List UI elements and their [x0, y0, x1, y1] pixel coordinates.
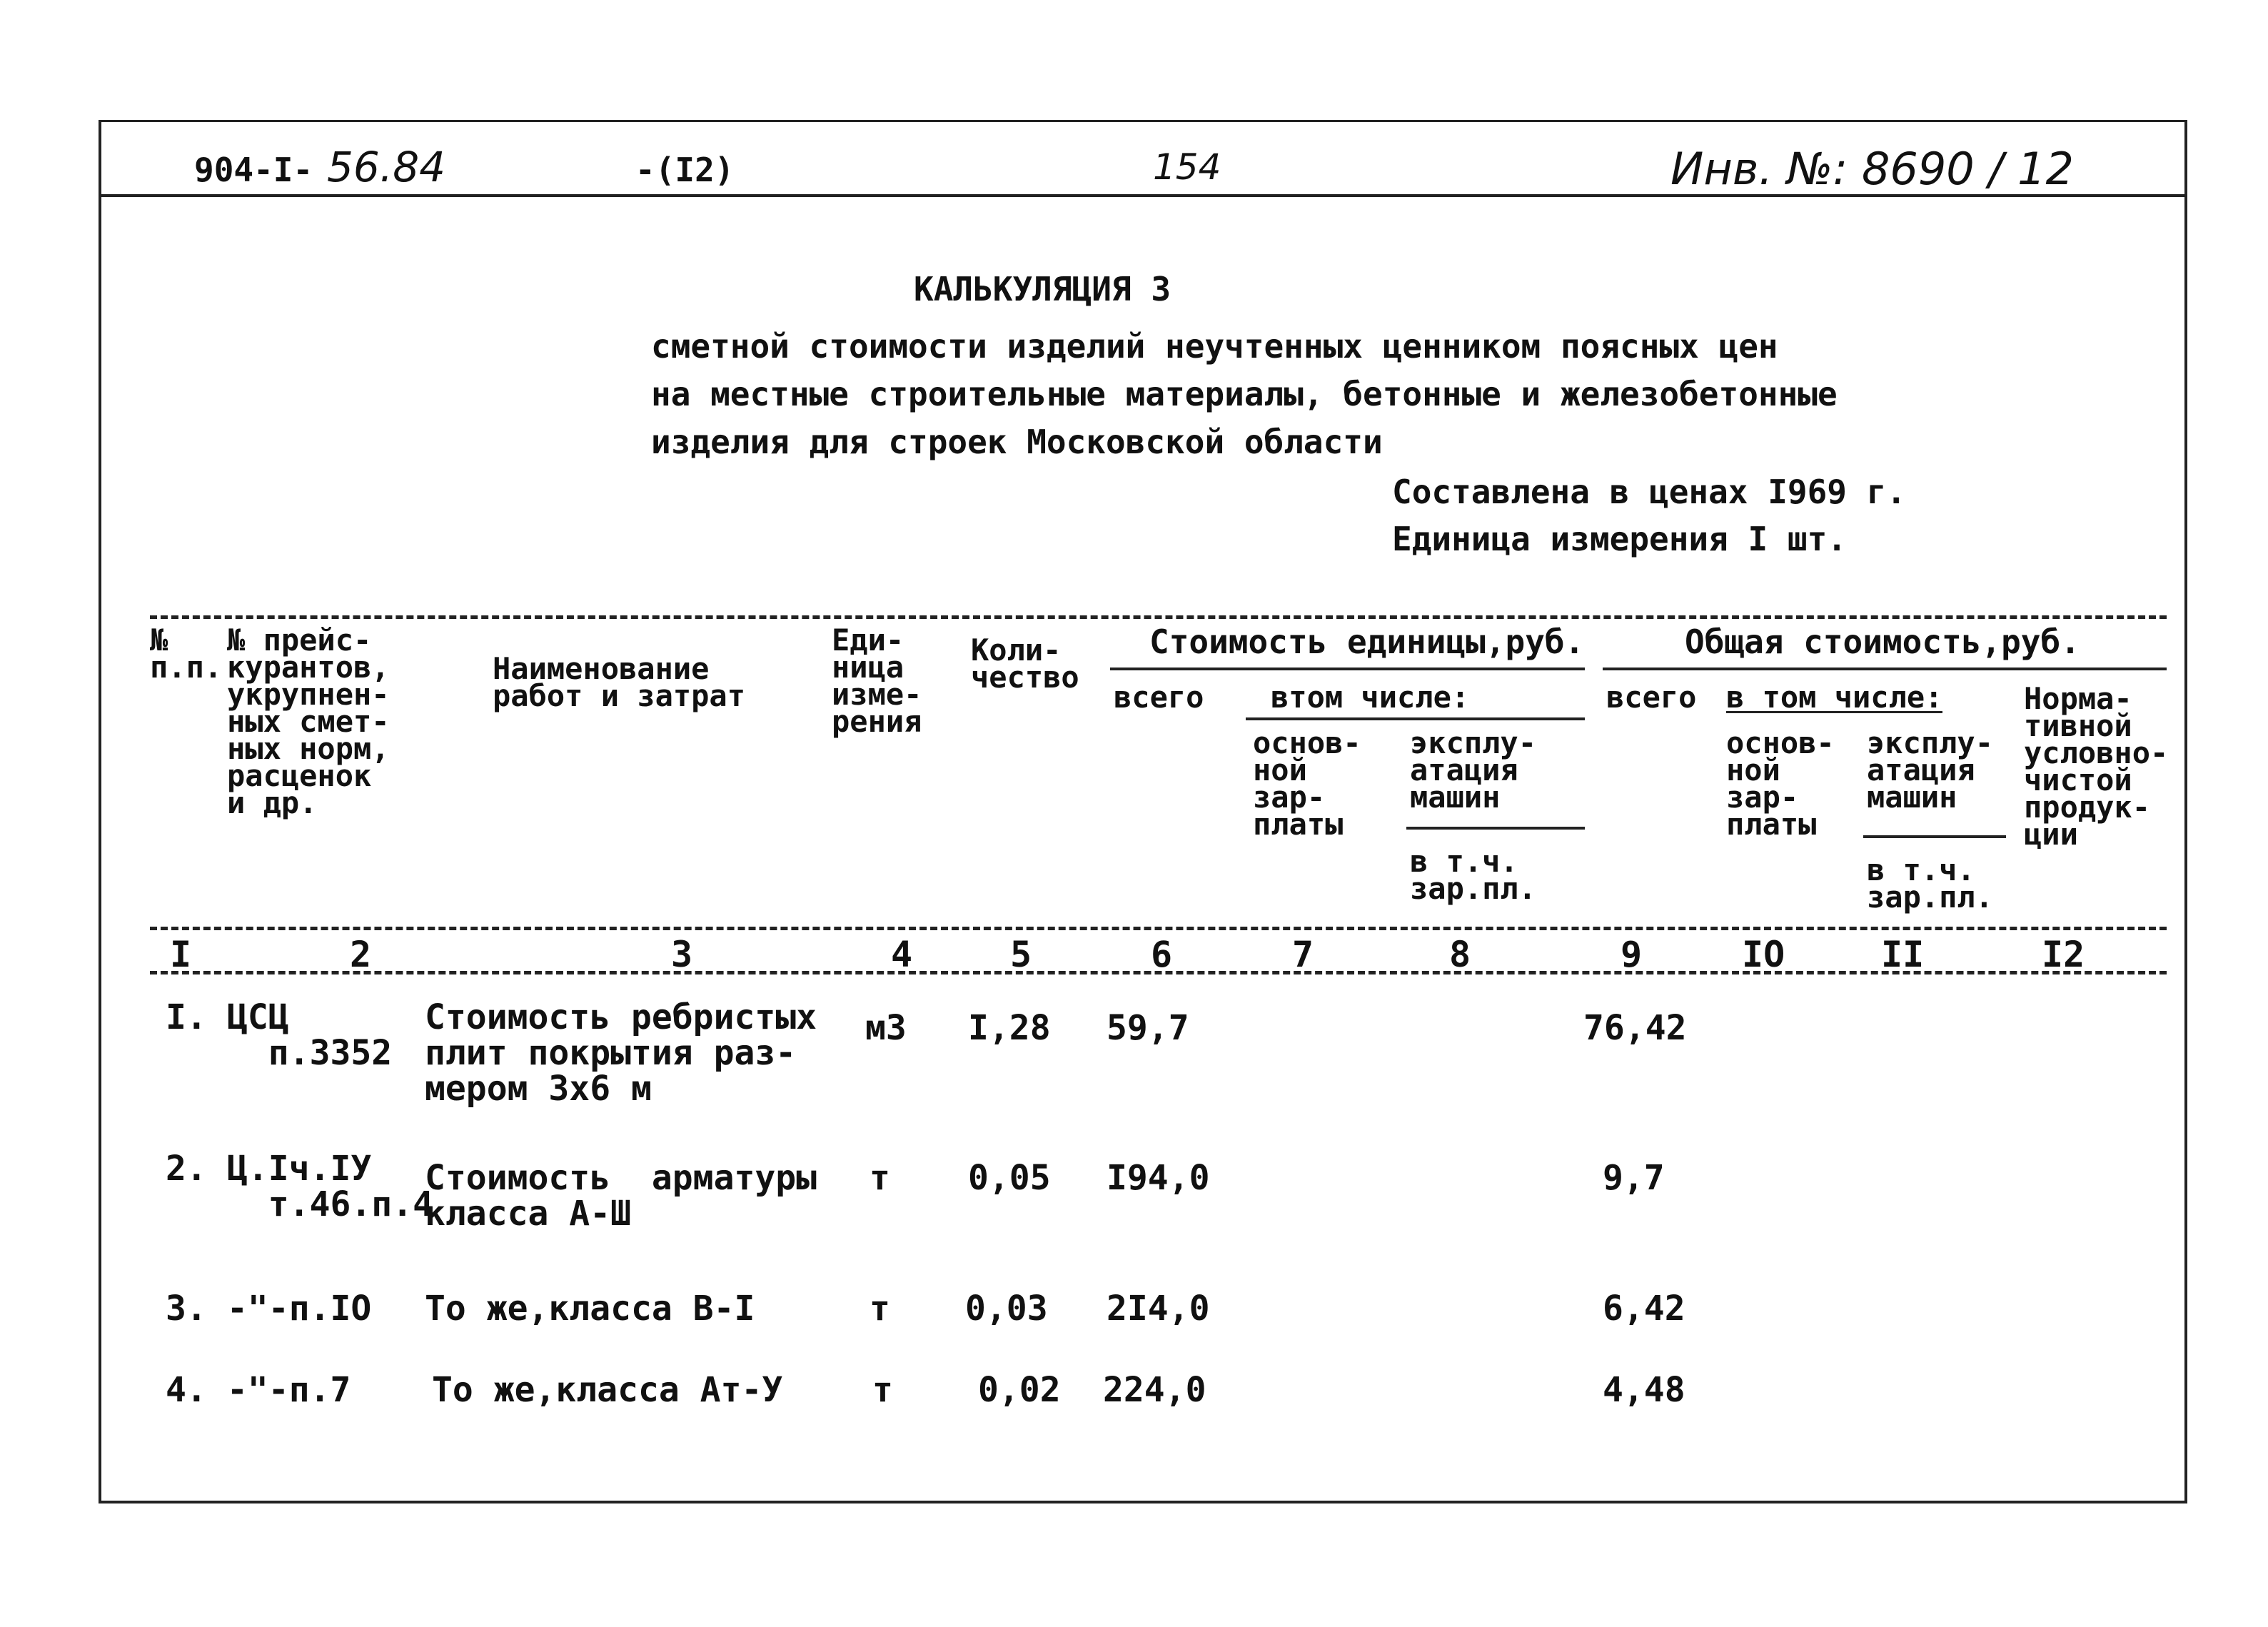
row-3-number: 3.: [166, 1289, 207, 1329]
row-1-reference: ЦСЦ п.3352: [227, 997, 393, 1073]
row-3-quantity: 0,03: [965, 1289, 1048, 1329]
header-col-11-wages: в т.ч. зар.пл.: [1867, 852, 1994, 915]
column-number-8: 8: [1449, 934, 1471, 975]
prices-note: Составлена в ценах I969 г.: [1392, 473, 1907, 511]
column-number-11: II: [1881, 934, 1925, 975]
calculation-title: КАЛЬКУЛЯЦИЯ 3: [914, 270, 1171, 308]
unit-cost-group-rule: [1110, 668, 1585, 670]
column-number-6: 6: [1151, 934, 1173, 975]
header-col-10: основ- ной зар- платы: [1726, 725, 1835, 842]
row-4-total-cost: 4,48: [1603, 1370, 1685, 1410]
row-4-unit-cost-total: 224,0: [1103, 1370, 1206, 1410]
title-line-3: изделия для строек Московской области: [651, 423, 1383, 461]
row-3-unit: т: [870, 1289, 890, 1329]
row-2-unit: т: [870, 1158, 890, 1198]
total-cost-group-rule: [1603, 668, 2167, 670]
column-numbers-top-rule: [150, 927, 2167, 930]
doc-code: 904-I-: [194, 151, 313, 189]
row-4-quantity: 0,02: [978, 1370, 1061, 1410]
column-number-3: 3: [671, 934, 693, 975]
total-cost-group-header: Общая стоимость,руб.: [1685, 623, 2080, 661]
header-col-4: Еди- ница изме- рения: [832, 623, 922, 739]
unit-note: Единица измерения I шт.: [1392, 520, 1847, 558]
sheet-ref: -(I2): [635, 151, 735, 189]
row-3-reference: -"-п.IO: [227, 1289, 372, 1329]
column-number-12: I2: [2042, 934, 2085, 975]
header-col-6: всего: [1114, 680, 1204, 715]
header-col-11-machines: эксплу- атация машин: [1867, 725, 1994, 815]
header-total-including: в том числе:: [1726, 680, 1943, 715]
row-3-name: То же,класса В-I: [425, 1289, 755, 1329]
row-3-total-cost: 6,42: [1603, 1289, 1685, 1329]
inventory-number: Инв. №: 8690 / 12: [1670, 143, 2074, 195]
header-col-12: Норма- тивной условно- чистой продук- ции: [2024, 681, 2169, 852]
header-rule: [99, 194, 2187, 197]
row-2-quantity: 0,05: [968, 1158, 1051, 1198]
column-number-2: 2: [350, 934, 372, 975]
header-col-8-wages: в т.ч. зар.пл.: [1410, 844, 1537, 906]
row-2-unit-cost-total: I94,0: [1107, 1158, 1210, 1198]
header-col-2: № прейс- курантов, укрупнен- ных смет- ных норм, расценок и др.: [227, 623, 390, 820]
row-2-reference: Ц.Iч.IУ т.46.п.4: [227, 1149, 433, 1224]
row-2-number: 2.: [166, 1149, 207, 1189]
header-col-7: основ- ной зар- платы: [1253, 725, 1361, 842]
page-number: 154: [1153, 146, 1221, 188]
header-col-5: Коли- чество: [971, 633, 1079, 695]
column-number-5: 5: [1010, 934, 1032, 975]
title-line-2: на местные строительные материалы, бетонные и железобетонные: [651, 375, 1838, 413]
row-3-unit-cost-total: 2I4,0: [1107, 1289, 1210, 1329]
row-2-name: Стоимость арматуры класса А-Ш: [425, 1158, 817, 1234]
row-4-name: То же,класса Ат-У: [432, 1370, 783, 1410]
row-1-name: Стоимость ребристых плит покрытия раз- мером 3х6 м: [425, 997, 817, 1109]
column-number-10: IO: [1742, 934, 1785, 975]
header-col-1: № п.п.: [150, 623, 223, 685]
header-col-3: Наименование работ и затрат: [493, 651, 746, 713]
col-8-rule: [1406, 827, 1585, 830]
title-line-1: сметной стоимости изделий неучтенных ценником поясных цен: [651, 327, 1778, 366]
table-top-rule: [150, 615, 2167, 619]
unit-including-rule: [1246, 717, 1585, 720]
row-4-unit: т: [872, 1370, 893, 1410]
doc-code-handwritten: 56.84: [327, 143, 446, 191]
header-unit-including: втом числе:: [1271, 680, 1470, 715]
column-number-4: 4: [891, 934, 913, 975]
row-1-quantity: I,28: [968, 1008, 1051, 1048]
row-4-number: 4.: [166, 1370, 207, 1410]
col-11-rule: [1863, 835, 2006, 838]
unit-cost-group-header: Стоимость единицы,руб.: [1149, 623, 1585, 661]
row-2-total-cost: 9,7: [1603, 1158, 1665, 1198]
row-1-unit-cost-total: 59,7: [1107, 1008, 1189, 1048]
column-numbers-bottom-rule: [150, 971, 2167, 974]
row-4-reference: -"-п.7: [227, 1370, 351, 1410]
column-number-7: 7: [1292, 934, 1314, 975]
column-number-1: I: [170, 934, 192, 975]
row-1-total-cost: 76,42: [1583, 1008, 1687, 1048]
column-number-9: 9: [1621, 934, 1643, 975]
row-1-unit: м3: [865, 1008, 907, 1048]
header-col-8-machines: эксплу- атация машин: [1410, 725, 1537, 815]
header-col-9: всего: [1606, 680, 1697, 715]
row-1-number: I.: [166, 997, 207, 1037]
